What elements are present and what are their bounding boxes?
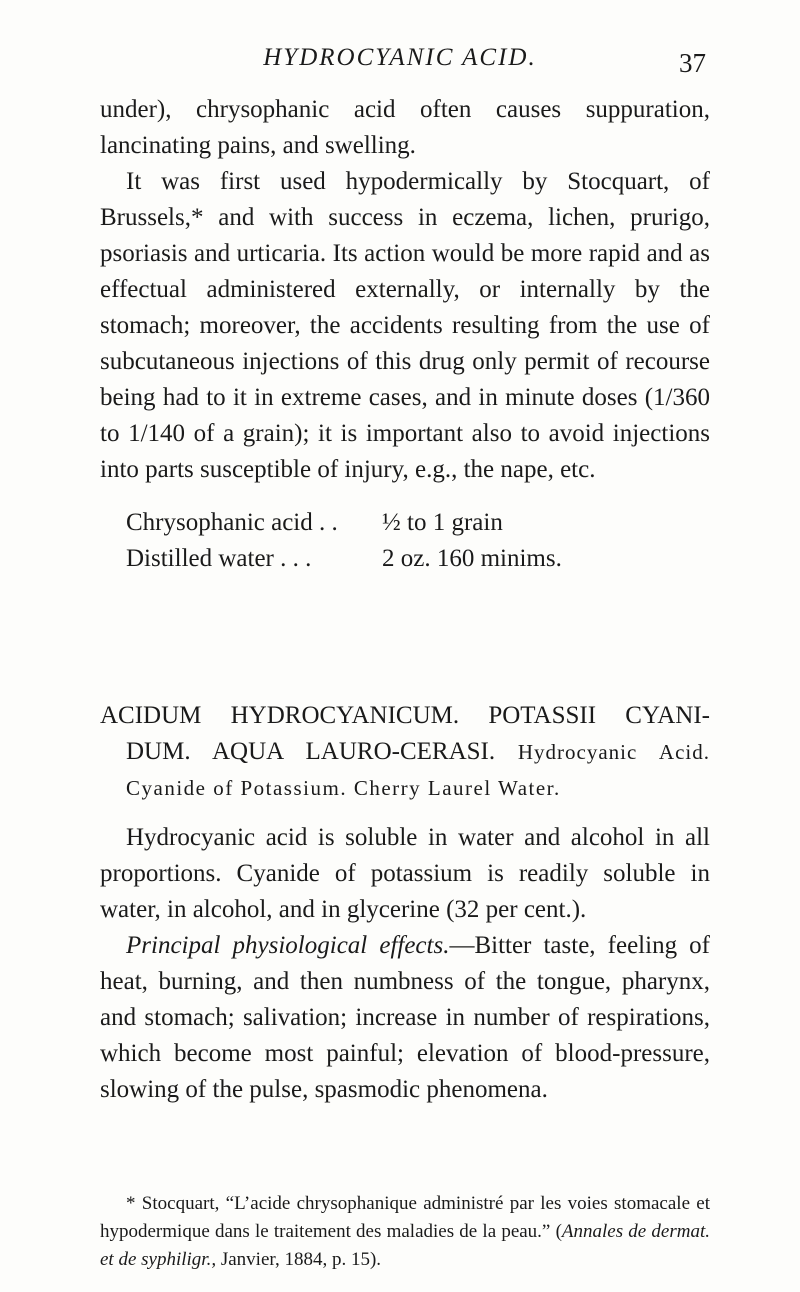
- ingredient-name: Chrysophanic acid . .: [126, 509, 338, 536]
- paragraph: [100, 928, 710, 1108]
- paragraph: Hydrocyanic acid is soluble in water and alcohol in all proportions. Cyanide of potassium is readily soluble in water, in alcohol, and in glycerine (32 per cent.).: [100, 824, 710, 923]
- paragraph-text: —Bitter taste, feeling of heat, burning, and then numbness of the tongue, pharynx, and stomach; salivation; increase in number of respirations, which become most painful; elevation of blood-pressure, slowing of the pulse, spasmodic phenomena.: [100, 932, 710, 1103]
- prescription-row: [126, 505, 562, 541]
- page-header: [0, 44, 800, 84]
- subheading-italic: Principal physiological effects.: [126, 932, 450, 959]
- ingredient-amount: 2 oz. 160 minims.: [382, 545, 562, 572]
- citation-detail: Janvier, 1884, p. 15).: [220, 1249, 382, 1270]
- heading-english-name: Hydrocyanic Acid.: [517, 740, 710, 764]
- running-title: HYDROCYANIC ACID.: [263, 44, 537, 71]
- citation-title: Annales de dermat. et de syphiligr.,: [100, 1221, 710, 1270]
- ingredient-name: Distilled water . . .: [126, 545, 312, 572]
- footnote: [100, 1190, 710, 1274]
- prescription-row: [126, 541, 562, 577]
- text-block-chrysophanic: [100, 92, 710, 488]
- heading-line: [100, 734, 710, 770]
- ingredient-amount: ½ to 1 grain: [382, 509, 503, 536]
- text-block-hydrocyanic: [100, 820, 710, 1108]
- footnote-text: * Stocquart, “L’acide chrysophanique administré par les voies stomacale et hypodermique dans le traitement des maladies de la peau.” (Annales de dermat. et de syphiligr., Janvier, 1884, p. 15).: [100, 1193, 710, 1270]
- heading-line: ACIDUM HYDROCYANICUM. POTASSII CYANI-: [100, 702, 710, 729]
- paragraph: It was first used hypodermically by Stocquart, of Brussels,* and with success in eczema, lichen, prurigo, psoriasis and urticaria. Its action would be more rapid and as effectual administered externally, or internally by the stomach; moreover, the accidents resulting from the use of subcutaneous injections of this drug only permit of recourse being had to it in extreme cases, and in minute doses (1/360 to 1/140 of a grain); it is important also to avoid injections into parts susceptible of injury, e.g., the nape, etc.: [100, 168, 710, 483]
- section-heading: [100, 698, 710, 806]
- page-number: 37: [679, 48, 706, 78]
- heading-line: Cyanide of Potassium. Cherry Laurel Water.: [126, 776, 561, 800]
- prescription-table: [126, 505, 562, 577]
- heading-text: DUM. AQUA LAURO-CERASI.: [126, 738, 496, 765]
- paragraph: under), chrysophanic acid often causes suppuration, lancinating pains, and swelling.: [100, 96, 710, 159]
